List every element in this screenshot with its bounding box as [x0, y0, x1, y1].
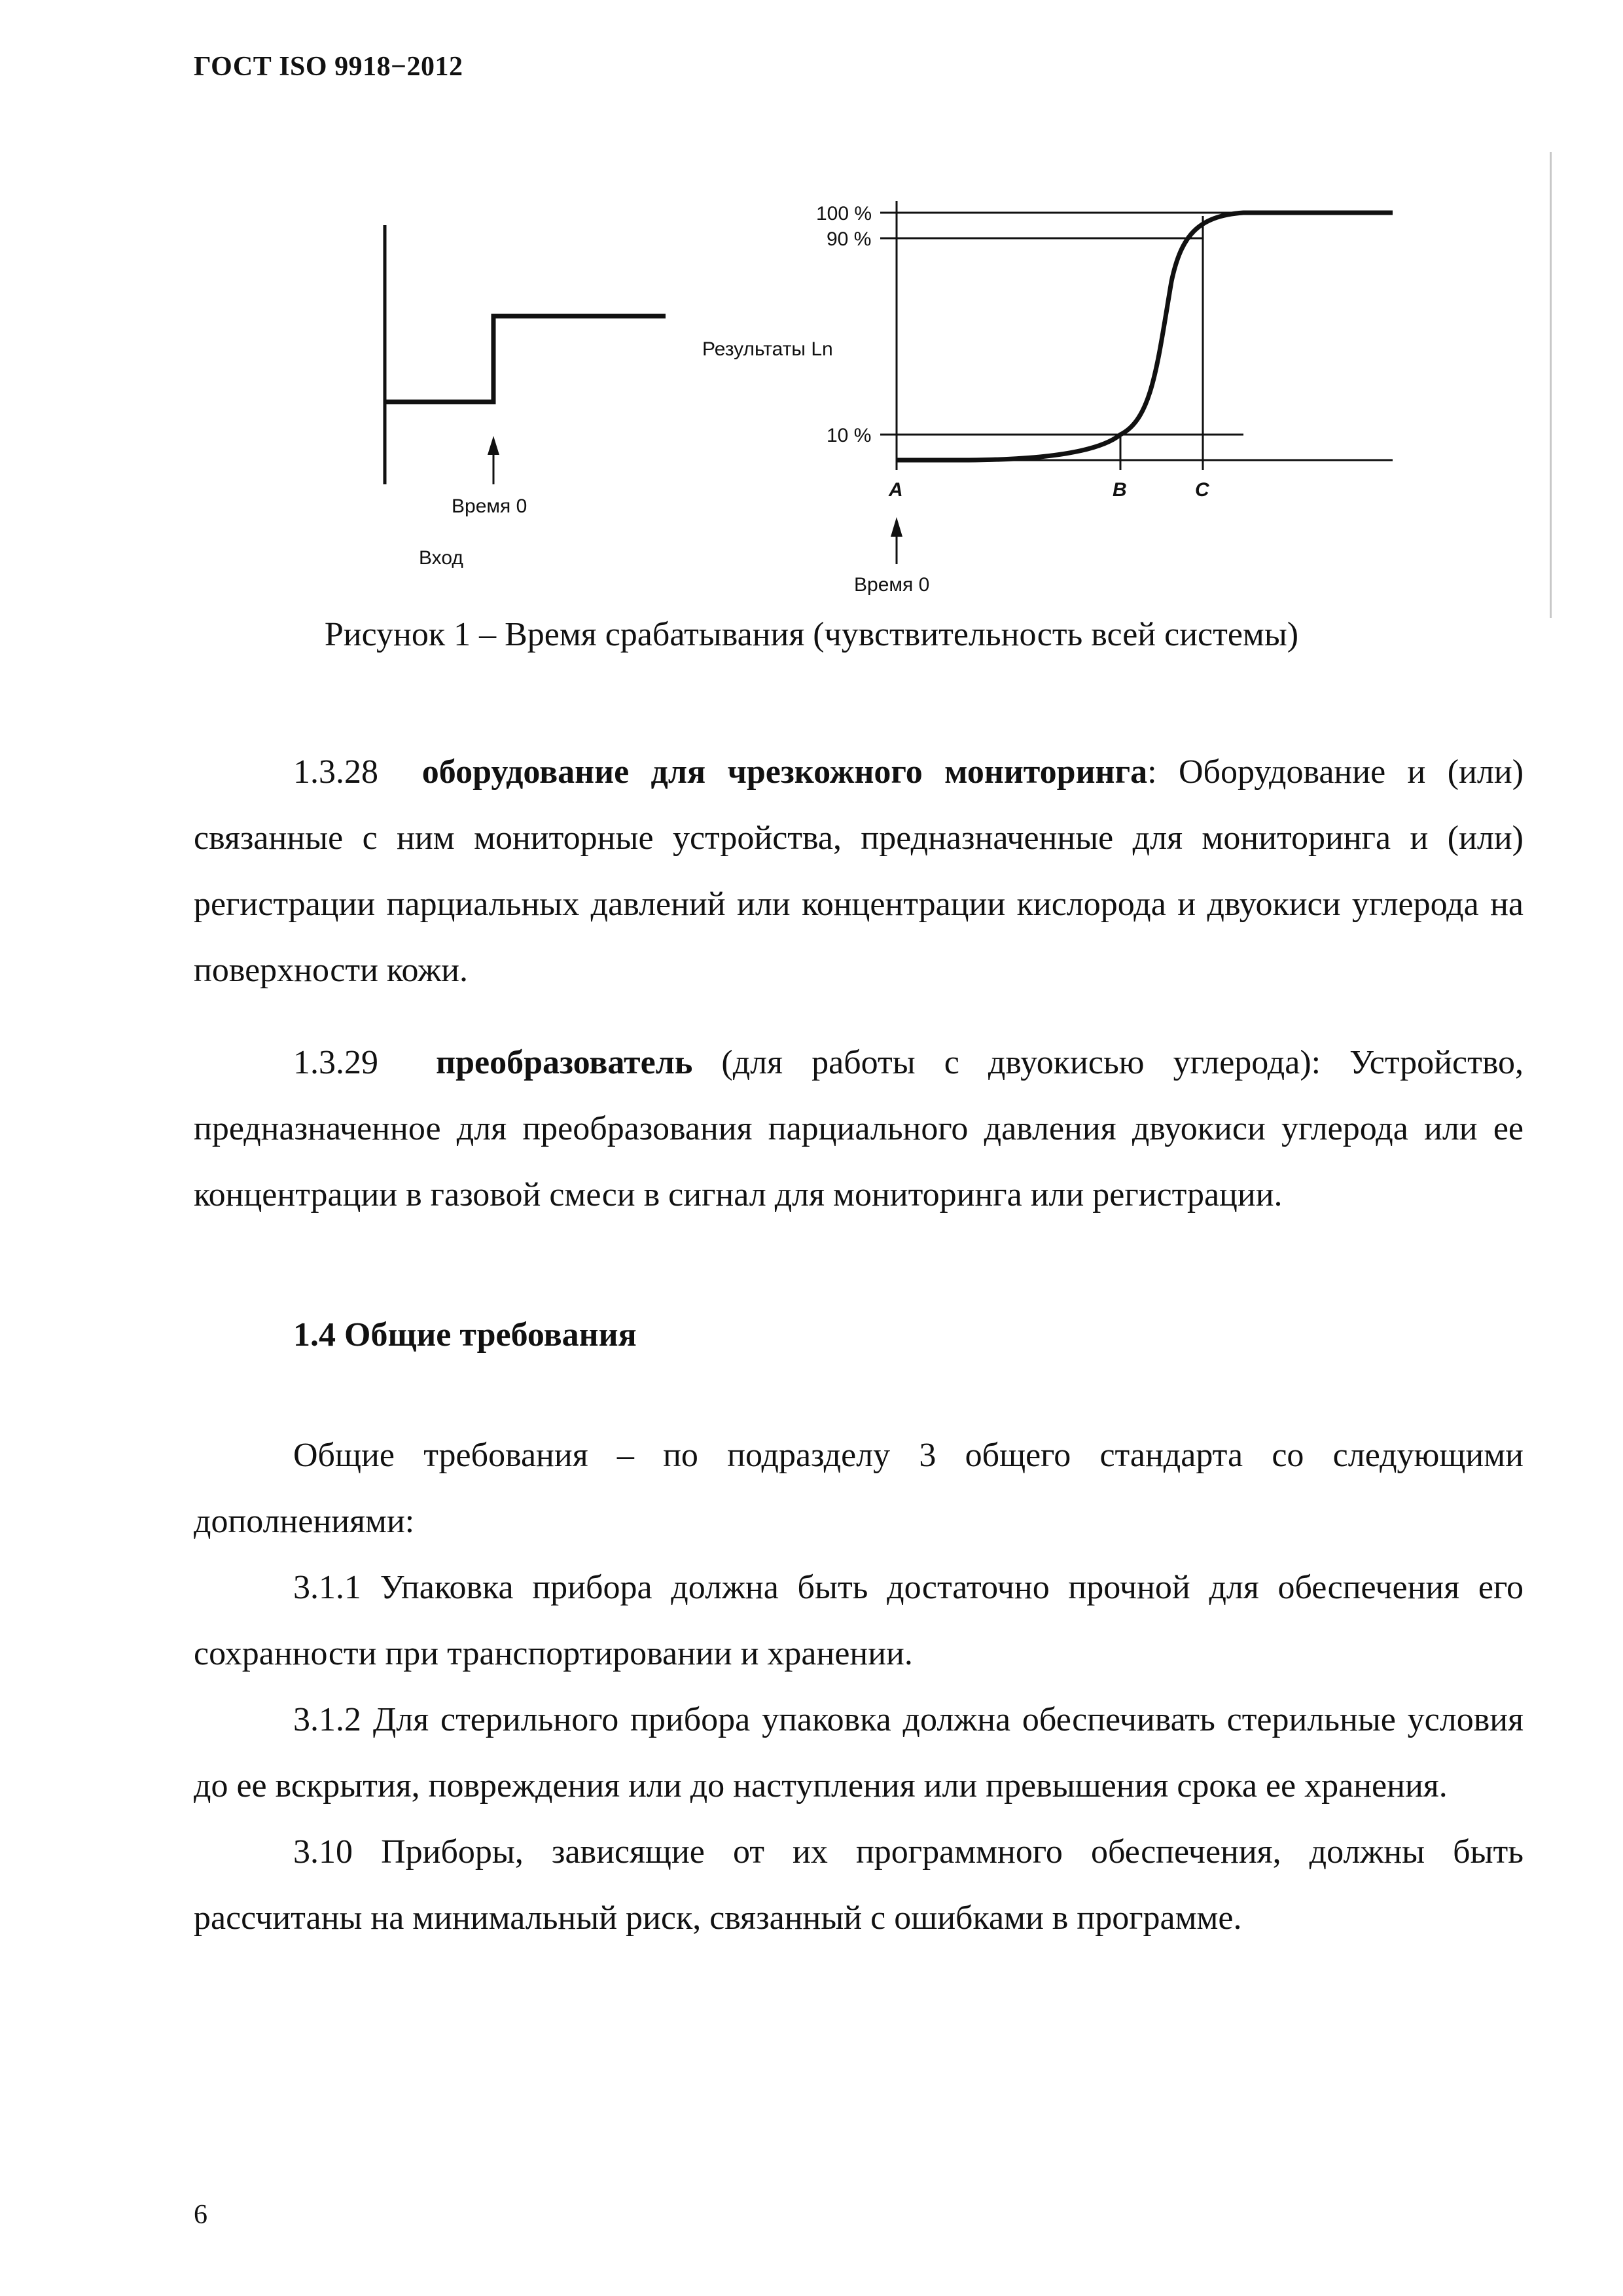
document-header: ГОСТ ISO 9918−2012: [194, 52, 463, 82]
output-response-diagram: [702, 201, 1393, 596]
input-time-arrow-head: [488, 436, 499, 455]
input-step-curve: [385, 316, 666, 402]
point-b-label: B: [1113, 479, 1127, 501]
tick-100-label: 100 %: [816, 203, 872, 224]
clause-term: преобразователь: [436, 1044, 693, 1081]
figure-caption: Рисунок 1 – Время срабатывания (чувствительность всей системы): [324, 616, 1299, 653]
input-step-diagram: [385, 225, 666, 569]
section-heading: 1.4 Общие требования: [293, 1316, 637, 1354]
item-3-10: 3.10 Приборы, зависящие от их программного обеспечения, должны быть рассчитаны на минимальный риск, связанный с ошибками в программе.: [194, 1833, 1524, 1937]
item-3-1-2: 3.1.2 Для стерильного прибора упаковка должна обеспечивать стерильные условия до ее вскрытия, повреждения или до наступления или превышения срока ее хранения.: [194, 1701, 1524, 1804]
item-3-1-1: 3.1.1 Упаковка прибора должна быть достаточно прочной для обеспечения его сохранности при транспортировании и хранении.: [194, 1569, 1524, 1672]
section-intro: Общие требования – по подразделу 3 общего стандарта со следующими дополнениями:: [194, 1437, 1524, 1540]
page-number: 6: [194, 2200, 207, 2230]
point-c-label: C: [1195, 479, 1209, 501]
output-time-label: Время 0: [854, 574, 930, 596]
clause-definition: : Оборудование и (или) связанные с ним мониторные устройства, предназначенные для мониторинга и (или) регистрации парциальных давлений или концентрации кислорода и двуокиси углерода на поверхности кожи.: [194, 753, 1524, 989]
clause-term: оборудование для чрезкожного мониторинга: [421, 753, 1148, 791]
point-a-label: A: [889, 479, 903, 501]
clause-1-3-29: [194, 1030, 1524, 1228]
clause-definition: (для работы с двуокисью углерода): Устройство, предназначенное для преобразования парциального давления двуокиси углерода или ее концентрации в газовой смеси в сигнал для мониторинга или регистрации.: [194, 1044, 1524, 1213]
clause-paragraph: [194, 739, 1524, 1003]
clause-number: 1.3.28: [293, 753, 378, 791]
tick-90-label: 90 %: [827, 228, 872, 250]
input-time-label: Время 0: [452, 495, 527, 517]
clause-paragraph: [194, 1030, 1524, 1228]
output-time-arrow-head: [891, 517, 902, 537]
tick-10-label: 10 %: [827, 425, 872, 446]
clause-1-3-28: [194, 739, 1524, 1003]
response-curve: [897, 213, 1393, 460]
input-label: Вход: [419, 547, 463, 569]
section-1-4-body: [194, 1422, 1524, 1951]
y-axis-label: Результаты Ln: [702, 338, 833, 360]
response-time-figure: [0, 0, 1623, 615]
clause-number: 1.3.29: [293, 1044, 378, 1081]
